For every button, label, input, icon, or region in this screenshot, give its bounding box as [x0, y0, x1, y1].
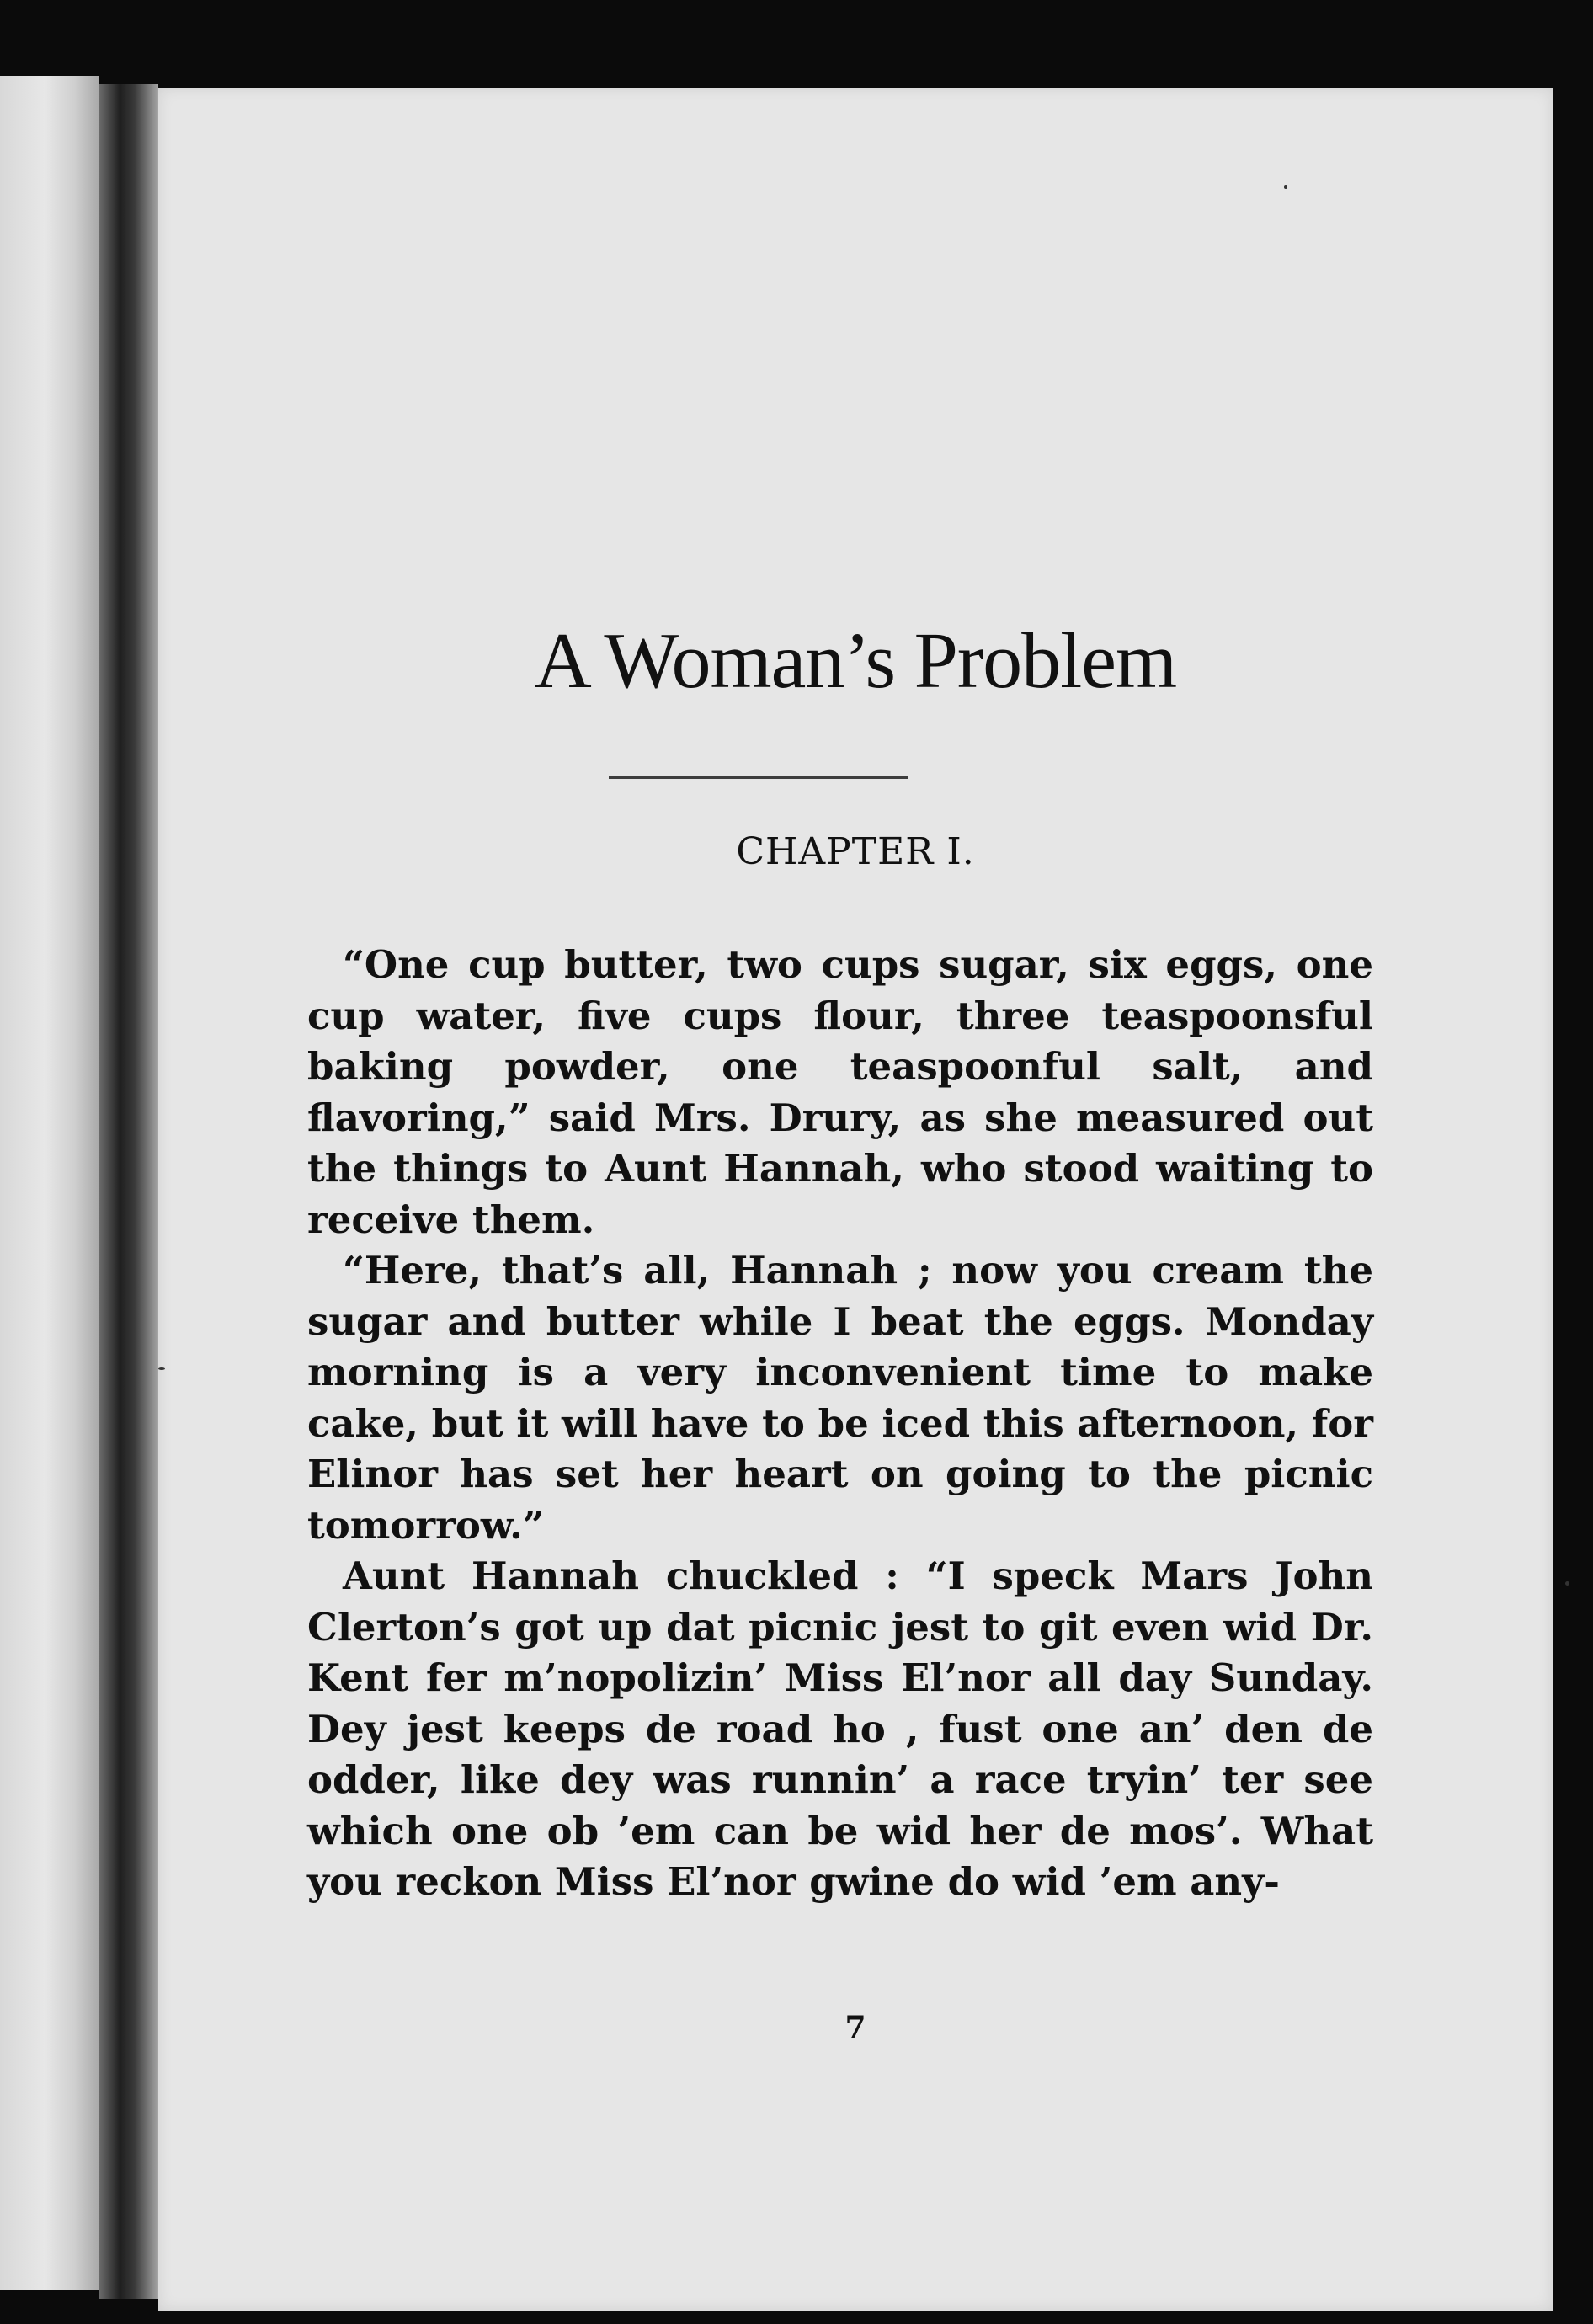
paragraph-3: Aunt Hannah chuckled : “I speck Mars John Clerton’s got up dat picnic jest to git even wid Dr. Kent fer m’nopolizin’ Miss El’nor all day Sunday. Dey jest keeps de road ho , fust one an’ den de odder, like dey was runnin’ a race tryin’ ter see which one ob ’em can be wid her de mos’. What you reckon Miss El’nor gwine do wid ’em any- — [307, 1554, 1373, 1904]
book-spine-shadow — [99, 84, 158, 2299]
paragraph-2: “Here, that’s all, Hannah ; now you cream the sugar and butter while I beat the eggs. Monday morning is a very inconvenient time to make cake, but it will have to be iced this afternoon, for Elinor has set her heart on going to the picnic tomorrow.” — [307, 1248, 1373, 1548]
scan-speck — [158, 1367, 165, 1370]
left-page-edge — [0, 76, 99, 2290]
book-title: A Woman’s Problem — [534, 617, 1177, 705]
title-separator-rule — [609, 776, 908, 779]
scan-speck — [1565, 1581, 1569, 1586]
book-page — [158, 88, 1553, 2311]
chapter-body — [307, 940, 1373, 2009]
page-number: 7 — [844, 2010, 866, 2045]
chapter-heading: CHAPTER I. — [736, 830, 975, 873]
scan-speck — [1284, 185, 1287, 189]
paragraph-1: “One cup butter, two cups sugar, six eggs, one cup water, five cups flour, three teaspoonsful baking powder, one teaspoonful salt, and flavoring,” said Mrs. Drury, as she measured out the things to Aunt Hannah, who stood waiting to receive them. — [307, 942, 1373, 1242]
